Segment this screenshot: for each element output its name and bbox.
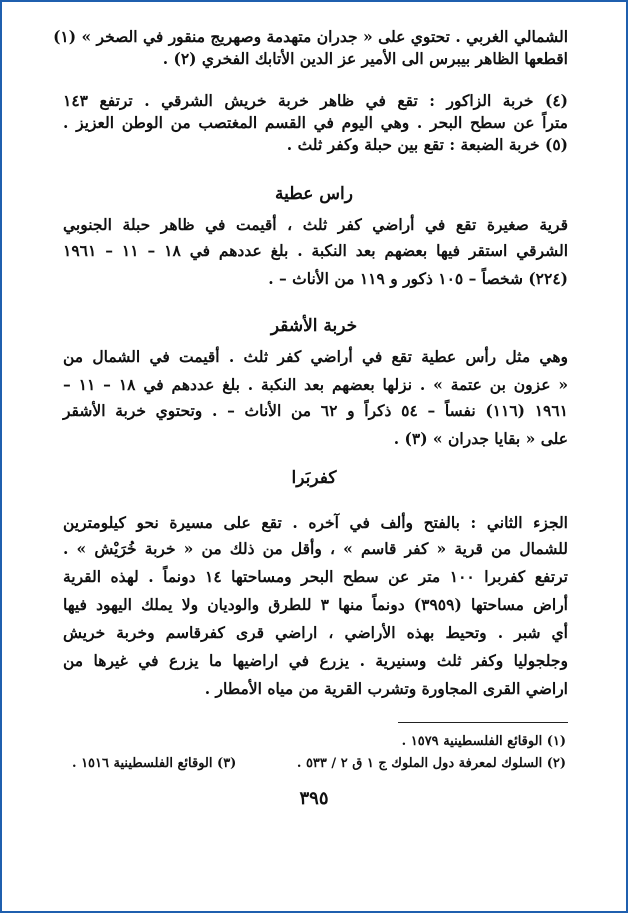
- section-heading: راس عطية: [275, 184, 353, 204]
- page-number: ٣٩٥: [299, 788, 329, 809]
- text-line: اراضي القرى المجاورة وتشرب القرية من مياه الأمطار .: [204, 679, 568, 698]
- footnote-divider: [398, 722, 568, 723]
- text-line: ١٩٦١ (١١٦) نفساً – ٥٤ ذكراً و ٦٢ من الأناث – . وتحتوي خربة الأشقر: [63, 401, 568, 420]
- text-line: أراض مساحتها (٣٩٥٩) دونماً منها ٣ للطرق والوديان ولا يملك اليهود فيها: [63, 595, 568, 614]
- text-line: ترتفع كفربرا ١٠٠ متر عن سطح البحر ومساحتها ١٤ دونماً . لهذه القرية: [63, 567, 568, 586]
- footnote: (٢) السلوك لمعرفة دول الملوك ج ١ ق ٢ / ٥٣٣ .: [296, 756, 566, 771]
- text-line: « عزون بن عتمة » . نزلها بعضهم بعد النكبة . بلغ عددهم في ١٨ – ١١ –: [63, 375, 569, 394]
- text-line: وهي مثل رأس عطية تقع في أراضي كفر ثلث . أقيمت في الشمال من: [63, 347, 568, 366]
- text-line: أي شبر . وتحيط بهذه الأراضي ، اراضي قرى كفرقاسم وخربة خريش: [63, 623, 568, 642]
- footnote: (٣) الوقائع الفلسطينية ١٥١٦ .: [72, 756, 237, 771]
- text-line: (٥) خربة الضبعة : تقع بين حبلة وكفر ثلث .: [286, 135, 568, 154]
- text-line: للشمال من قرية « كفر قاسم » ، وأقل من ذلك من « خربة خُرَيْش » .: [63, 539, 568, 558]
- text-line: وجلجوليا وكفر ثلث وسنيرية . يزرع في اراضيها ما يزرع في غيرها من: [63, 651, 568, 670]
- text-line: (٤) خربة الزاكور : تقع في ظاهر خربة خريش الشرقي . ترتفع ١٤٣: [63, 91, 568, 110]
- text-line: الشرقي استقر فيها بعضهم بعد النكبة . بلغ عددهم في ١٨ – ١١ – ١٩٦١: [63, 241, 569, 260]
- text-line: قرية صغيرة تقع في أراضي كفر ثلث ، أقيمت في ظاهر حبلة الجنوبي: [63, 215, 568, 234]
- text-line: اقطعها الظاهر بيبرس الى الأمير عز الدين الأتابك الفخري (٢) .: [162, 49, 568, 68]
- text-line: (٢٢٤) شخصاً – ١٠٥ ذكور و ١١٩ من الأناث – .: [268, 269, 568, 288]
- text-line: على « بقايا جدران » (٣) .: [393, 429, 568, 448]
- section-heading: خربة الأشقر: [270, 316, 358, 336]
- text-line: الجزء الثاني : بالفتح وألف في آخره . تقع على مسيرة نحو كيلومترين: [63, 513, 568, 532]
- text-line: متراً عن سطح البحر . وهي اليوم في القسم المغتصب من الوطن العزيز .: [63, 113, 568, 132]
- footnote: (١) الوقائع الفلسطينية ١٥٧٩ .: [401, 734, 566, 749]
- text-line: الشمالي الغربي . تحتوي على « جدران متهدمة وصهريج منقور في الصخر » (١): [53, 27, 568, 46]
- section-heading: كفربَرا: [291, 468, 337, 488]
